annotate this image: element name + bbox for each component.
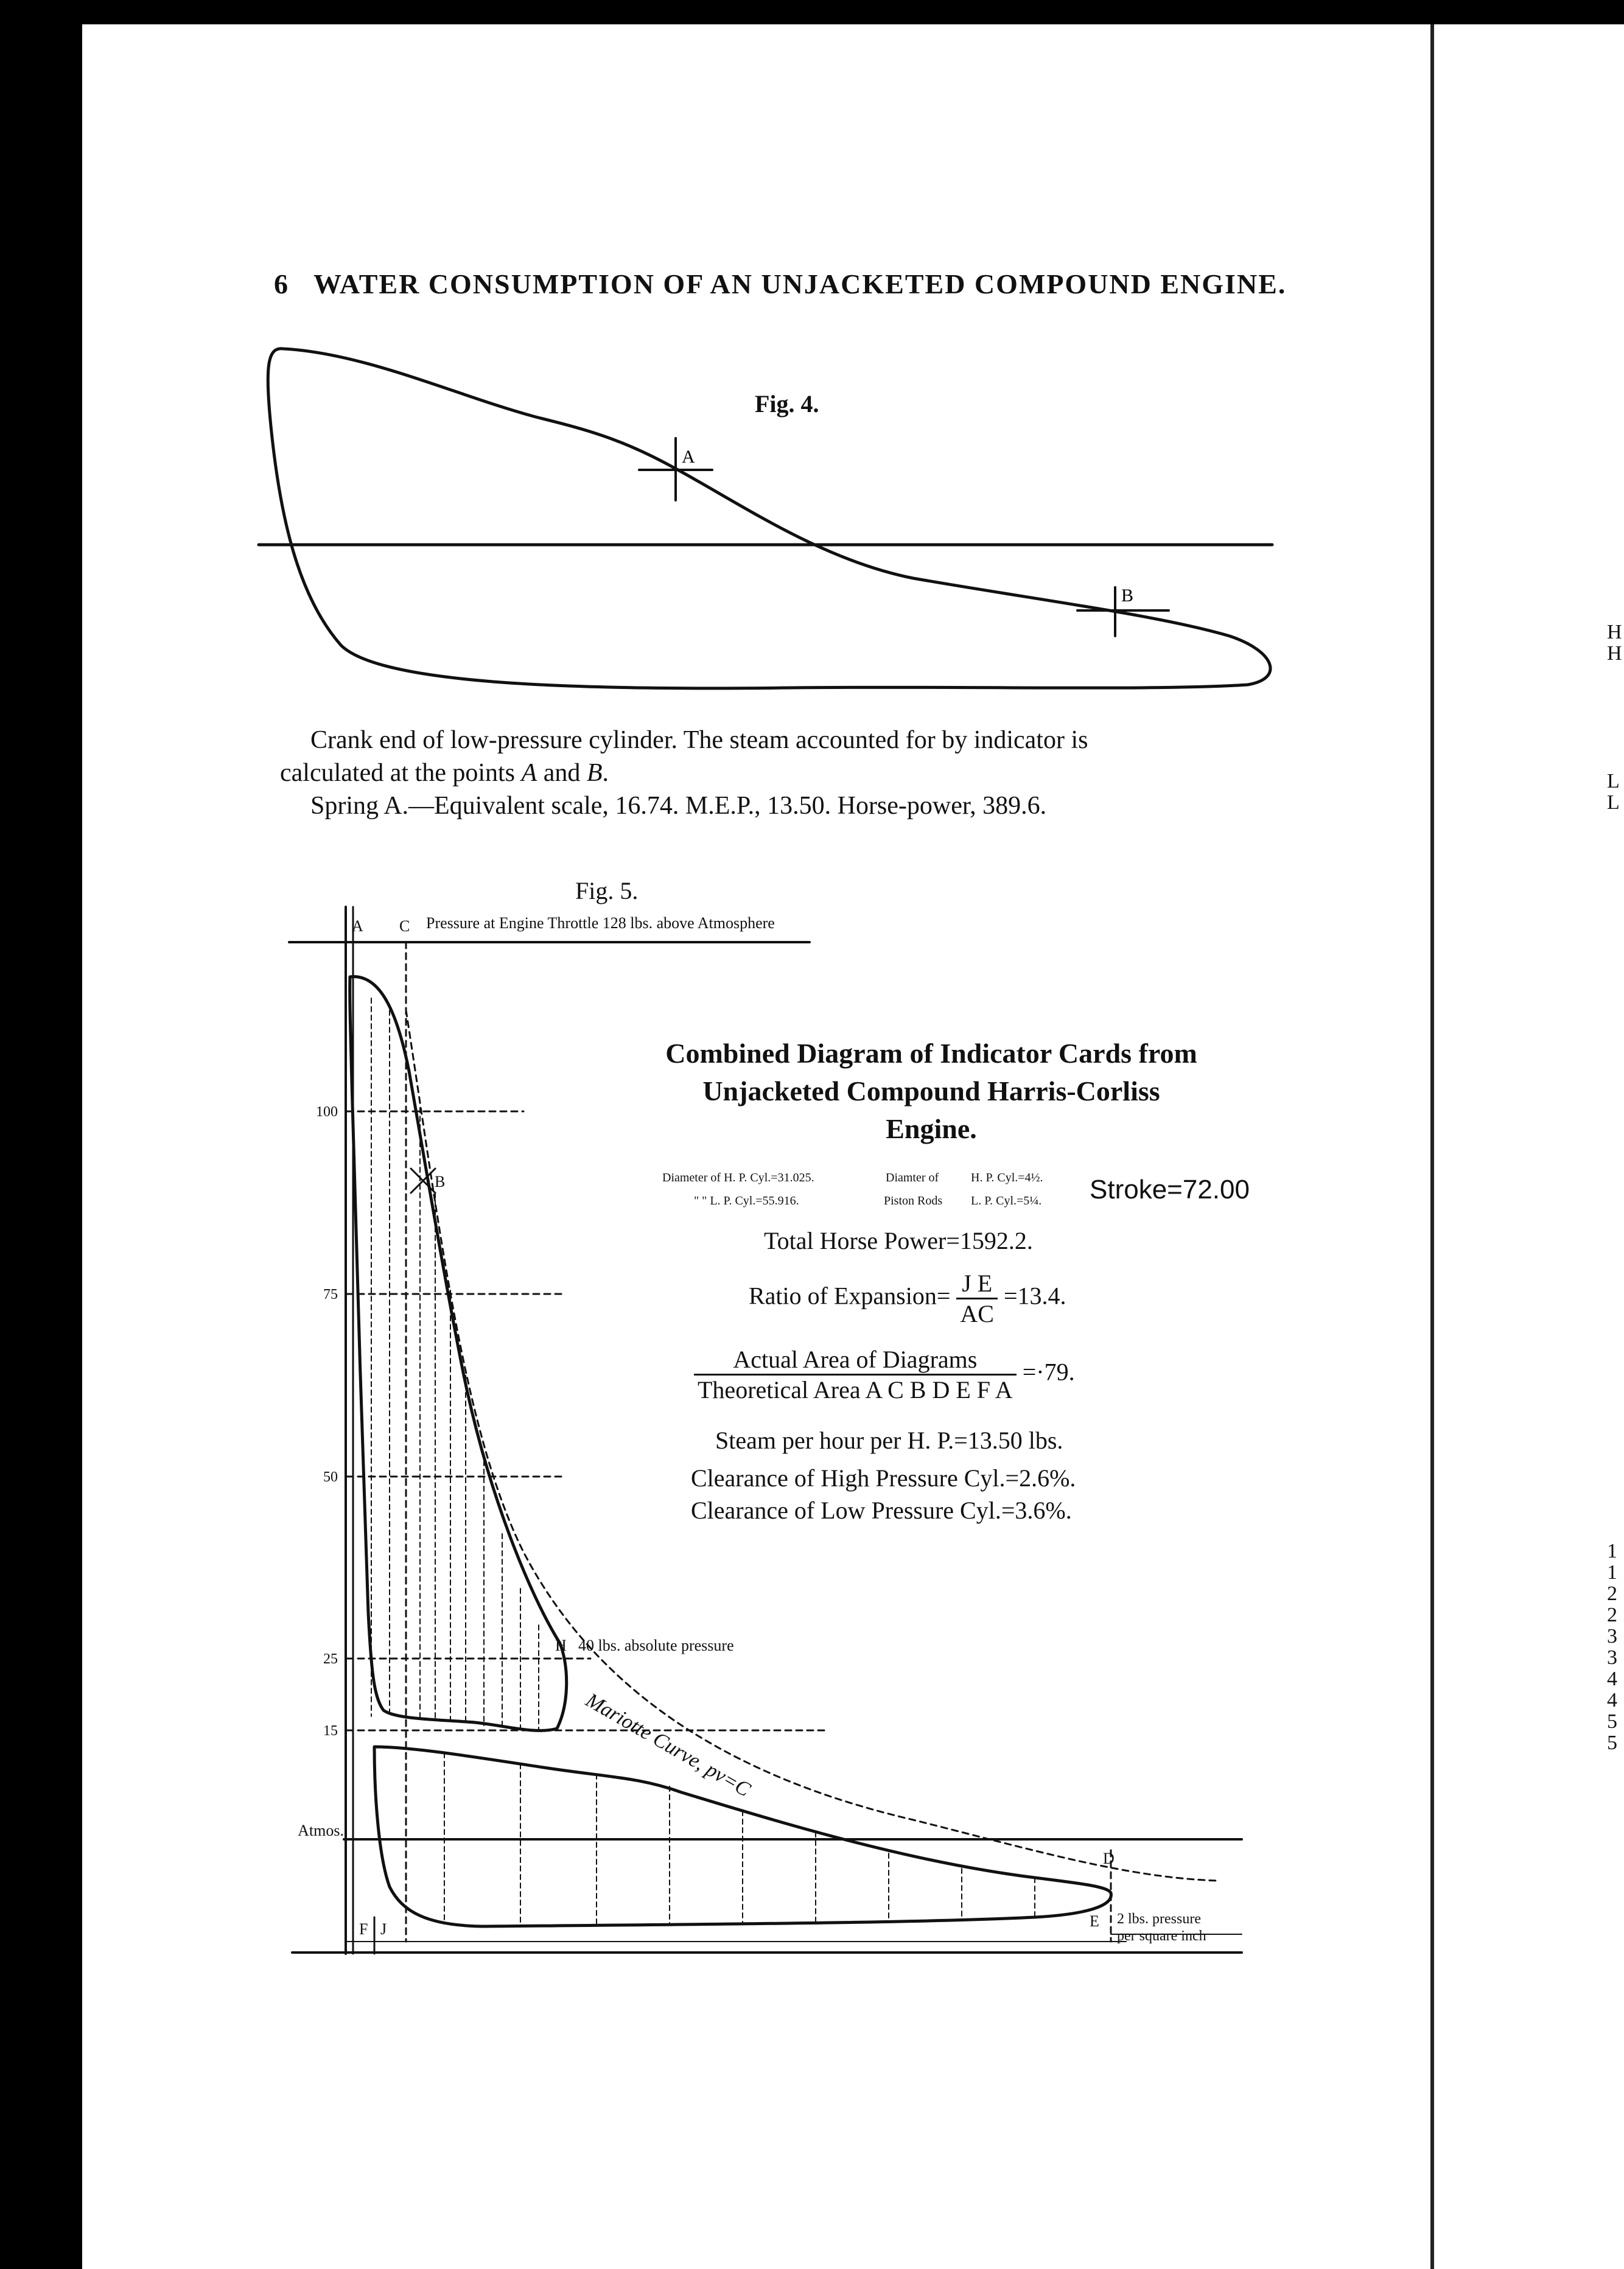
next-page-fragment: 1	[1607, 1561, 1617, 1584]
page-number: 6	[274, 268, 289, 299]
fig5-hp-card	[350, 977, 567, 1731]
fig4-caption-line2	[280, 757, 609, 789]
area-value: =·79.	[1022, 1358, 1075, 1386]
fig5-stroke: Stroke=72.00	[1090, 1175, 1250, 1204]
next-page-fragment: 2	[1607, 1604, 1617, 1626]
next-page-fragment: H	[1607, 621, 1622, 643]
fig5-title-line1: Combined Diagram of Indicator Cards from	[665, 1038, 1197, 1069]
fig5-ytick: Atmos.	[298, 1822, 344, 1839]
fig5-mariotte-label: Mariotte Curve, pv=C	[582, 1688, 754, 1802]
fig5-dims-line2b: Piston Rods	[884, 1194, 943, 1208]
fig4-point-label-a: A	[682, 447, 695, 467]
next-page-fragment: 4	[1607, 1668, 1617, 1690]
fig4-label: Fig. 4.	[755, 390, 819, 418]
fig5-label-a: A	[352, 917, 363, 935]
caption-text: calculated at the points	[280, 759, 522, 787]
fig5-clearance-hp: Clearance of High Pressure Cyl.=2.6%.	[691, 1464, 1076, 1492]
next-page-fragment: 3	[1607, 1625, 1617, 1648]
fig5-ytick: 100	[316, 1104, 338, 1120]
fig5-label-j: J	[380, 1920, 387, 1938]
fig5-h-note: 40 lbs. absolute pressure	[578, 1637, 734, 1654]
fig5-area-ratio	[694, 1345, 1075, 1404]
fig5-expansion	[749, 1269, 1066, 1328]
next-page-fragment: 5	[1607, 1732, 1617, 1754]
fig5-dims-line2a: " " L. P. Cyl.=55.916.	[694, 1194, 799, 1208]
fig5-label-e: E	[1090, 1912, 1099, 1930]
expansion-label: Ratio of Expansion=	[749, 1282, 951, 1310]
fig5-dims-line2c: L. P. Cyl.=5¼.	[971, 1194, 1042, 1208]
caption-text: and	[537, 759, 587, 787]
expansion-numerator: J E	[956, 1269, 998, 1299]
fig5-dims-line1c: H. P. Cyl.=4½.	[971, 1171, 1043, 1184]
fig5-ytick: 50	[323, 1469, 338, 1485]
fig5-label-d: D	[1103, 1850, 1115, 1867]
caption-italic-b: B	[586, 759, 603, 787]
fig5-label-h: H	[555, 1637, 567, 1654]
next-page-fragment: 2	[1607, 1582, 1617, 1605]
caption-italic-a: A	[521, 759, 537, 787]
fig5-title-line3: Engine.	[886, 1113, 977, 1144]
fig5-dims-line1b: Diamter of	[886, 1171, 939, 1184]
fig5-throttle-note: Pressure at Engine Throttle 128 lbs. above Atmosphere	[426, 914, 775, 932]
fig5-e-note-2: per square inch	[1117, 1928, 1206, 1944]
fig4-caption-line3: Spring A.—Equivalent scale, 16.74. M.E.P., 13.50. Horse-power, 389.6.	[310, 792, 1047, 820]
fig5-label-f: F	[359, 1920, 368, 1938]
fig4-point-label-b: B	[1121, 586, 1134, 606]
fig5-title-line2: Unjacketed Compound Harris-Corliss	[702, 1075, 1160, 1107]
fig5-ytick: 15	[323, 1723, 338, 1739]
fig5-label-c: C	[399, 917, 410, 935]
fig5-ytick: 75	[323, 1287, 338, 1302]
next-page-fragment: 4	[1607, 1689, 1617, 1711]
fig5-label-b: B	[435, 1173, 446, 1190]
next-page-fragment: L	[1607, 791, 1620, 814]
fig5-total-hp: Total Horse Power=1592.2.	[764, 1227, 1033, 1254]
running-head-title: WATER CONSUMPTION OF AN UNJACKETED COMPOUND ENGINE.	[313, 268, 1287, 299]
expansion-value: =13.4.	[1003, 1282, 1066, 1310]
fig5-clearance-lp: Clearance of Low Pressure Cyl.=3.6%.	[691, 1497, 1072, 1524]
next-page-fragment: 5	[1607, 1710, 1617, 1733]
next-page-fragment: 3	[1607, 1646, 1617, 1669]
area-denominator: Theoretical Area A C B D E F A	[698, 1376, 1013, 1404]
expansion-fraction	[956, 1269, 998, 1328]
expansion-denominator: AC	[960, 1300, 994, 1327]
area-fraction	[694, 1345, 1017, 1404]
fig4-caption-line1: Crank end of low-pressure cylinder. The steam accounted for by indicator is	[310, 726, 1088, 754]
area-numerator: Actual Area of Diagrams	[694, 1345, 1017, 1376]
fig5-steam: Steam per hour per H. P.=13.50 lbs.	[715, 1427, 1063, 1454]
fig5-title	[633, 1035, 1230, 1148]
next-page-fragment: H	[1607, 642, 1622, 665]
fig5-e-note-1: 2 lbs. pressure	[1117, 1911, 1201, 1927]
fig5-ytick: 25	[323, 1651, 338, 1667]
caption-text: .	[602, 759, 609, 787]
fig5-label: Fig. 5.	[575, 877, 639, 904]
next-page-fragment: 1	[1607, 1540, 1617, 1562]
fig5-dims-line1a: Diameter of H. P. Cyl.=31.025.	[662, 1171, 814, 1184]
next-page-fragment: L	[1607, 770, 1620, 792]
